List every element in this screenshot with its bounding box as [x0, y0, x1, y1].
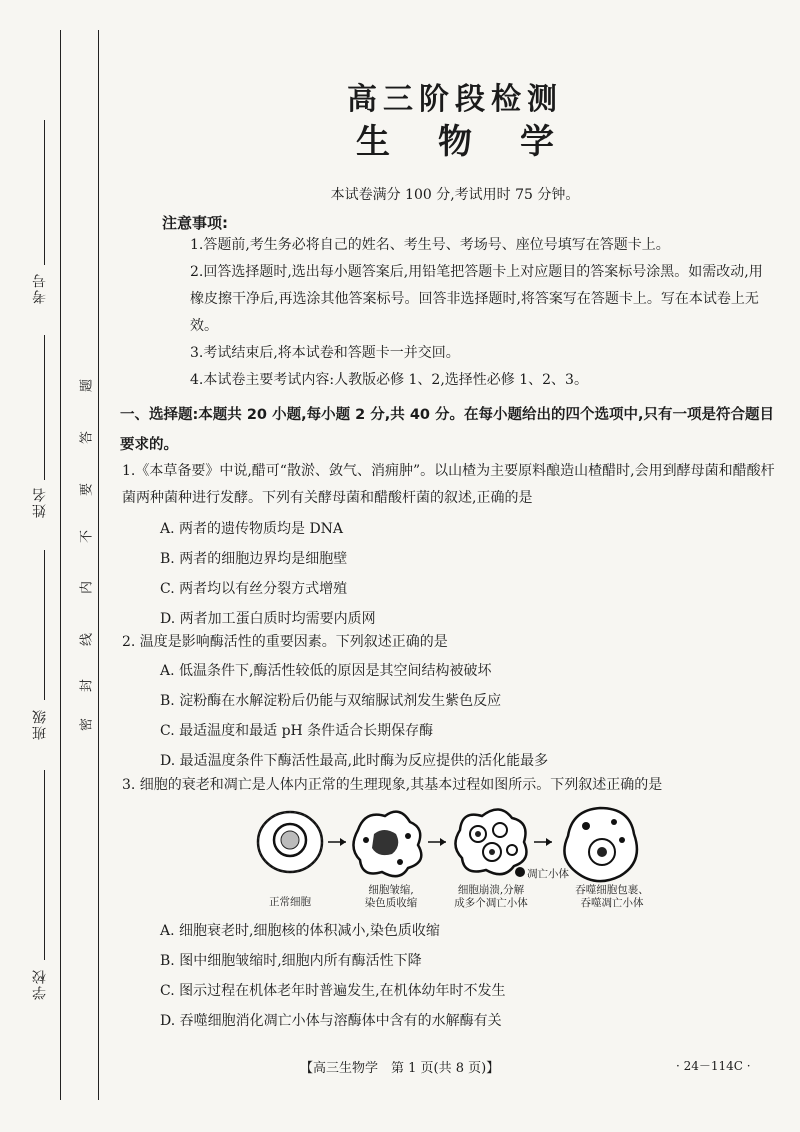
- apoptosis-diagram: [250, 800, 670, 890]
- subject-char: 学: [520, 122, 554, 162]
- label-normal-cell: 正常细胞: [269, 896, 311, 908]
- option: B. 淀粉酶在水解淀粉后仍能与双缩脲试剂发生紫色反应: [160, 693, 502, 709]
- seal-char: 题: [79, 379, 95, 393]
- binding-line-right: [98, 30, 99, 1100]
- option: D. 最适温度条件下酶活性最高,此时酶为反应提供的活化能最多: [160, 753, 549, 769]
- subject-char: 生: [356, 122, 390, 162]
- seal-char: 要: [79, 483, 95, 497]
- school-label: 学校: [32, 968, 48, 1000]
- subject-title: [0, 114, 800, 163]
- name-line: [44, 335, 45, 480]
- shrinking-cell: [353, 812, 421, 876]
- option: C. 最适温度和最适 pH 条件适合长期保存酶: [160, 723, 434, 739]
- option: A. 两者的遗传物质均是 DNA: [160, 521, 344, 537]
- exam-no-label: 考号: [32, 272, 48, 304]
- class-line: [44, 550, 45, 700]
- apoptosis-figure: [250, 800, 670, 920]
- notice-item: 3.考试结束后,将本试卷和答题卡一并交回。: [190, 345, 460, 361]
- question-options: [160, 656, 548, 776]
- seal-char: 答: [79, 431, 95, 445]
- label-shrink: 细胞皱缩, 染色质收缩: [364, 884, 418, 909]
- question-stem: 2. 温度是影响酶活性的重要因素。下列叙述正确的是: [122, 634, 448, 650]
- label-collapse: 细胞崩溃,分解 成多个凋亡小体: [454, 884, 528, 909]
- option: C. 两者均以有丝分裂方式增殖: [160, 581, 348, 597]
- question-options: [160, 916, 506, 1036]
- notice-item: 1.答题前,考生务必将自己的姓名、考生号、考场号、座位号填写在答题卡上。: [190, 237, 670, 253]
- page-title: 高三阶段检测: [347, 82, 563, 117]
- question-stem: 3. 细胞的衰老和凋亡是人体内正常的生理现象,其基本过程如图所示。下列叙述正确的是: [122, 777, 663, 793]
- section-heading: 一、选择题:本题共 20 小题,每小题 2 分,共 40 分。在每小题给出的四个选项中,只有一项是符合题目要求的。: [120, 407, 775, 453]
- binding-line-left: [60, 30, 61, 1100]
- school-line: [44, 770, 45, 960]
- collapsing-cell: [455, 809, 526, 877]
- notice-item: 4.本试卷主要考试内容:人教版必修 1、2,选择性必修 1、2、3。: [190, 372, 588, 388]
- option: A. 低温条件下,酶活性较低的原因是其空间结构被破坏: [160, 663, 492, 679]
- option: D. 两者加工蛋白质时均需要内质网: [160, 611, 376, 627]
- label-apoptotic-body: 凋亡小体: [527, 868, 569, 880]
- class-label: 班级: [32, 708, 48, 740]
- seal-char: 封: [79, 679, 95, 693]
- seal-char: 线: [79, 633, 95, 647]
- page-footer: 【高三生物学 第 1 页(共 8 页)】: [300, 1061, 500, 1076]
- question-options: [160, 514, 376, 634]
- notice-item: 2.回答选择题时,选出每小题答案后,用铅笔把答题卡上对应题目的答案标号涂黑。如需改动,用橡皮擦干净后,再选涂其他答案标号。回答非选择题时,将答案写在答题卡上。写在本试卷上无效。: [190, 264, 763, 334]
- option: B. 图中细胞皱缩时,细胞内所有酶活性下降: [160, 953, 422, 969]
- option: C. 图示过程在机体老年时普遍发生,在机体幼年时不发生: [160, 983, 506, 999]
- exam-meta: 本试卷满分 100 分,考试用时 75 分钟。: [330, 187, 580, 203]
- seal-char: 内: [79, 581, 95, 595]
- notice-heading: 注意事项:: [162, 214, 228, 232]
- option: A. 细胞衰老时,细胞核的体积减小,染色质收缩: [160, 923, 440, 939]
- subject-char: 物: [438, 122, 472, 162]
- question-stem: 1.《本草备要》中说,醋可“散淤、敛气、消痈肿”。以山楂为主要原料酿造山楂醋时,会用到酵母菌和醋酸杆菌两种菌种进行发酵。下列有关酵母菌和醋酸杆菌的叙述,正确的是: [122, 463, 775, 506]
- seal-char: 不: [79, 530, 95, 544]
- option: D. 吞噬细胞消化凋亡小体与溶酶体中含有的水解酶有关: [160, 1013, 502, 1029]
- paper-code: · 24－114C ·: [676, 1059, 751, 1073]
- name-label: 姓名: [32, 486, 48, 518]
- normal-cell: [258, 812, 322, 872]
- seal-char: 密: [79, 718, 95, 732]
- label-engulf: 吞噬细胞包裹、 吞噬凋亡小体: [575, 884, 649, 909]
- option: B. 两者的细胞边界均是细胞壁: [160, 551, 348, 567]
